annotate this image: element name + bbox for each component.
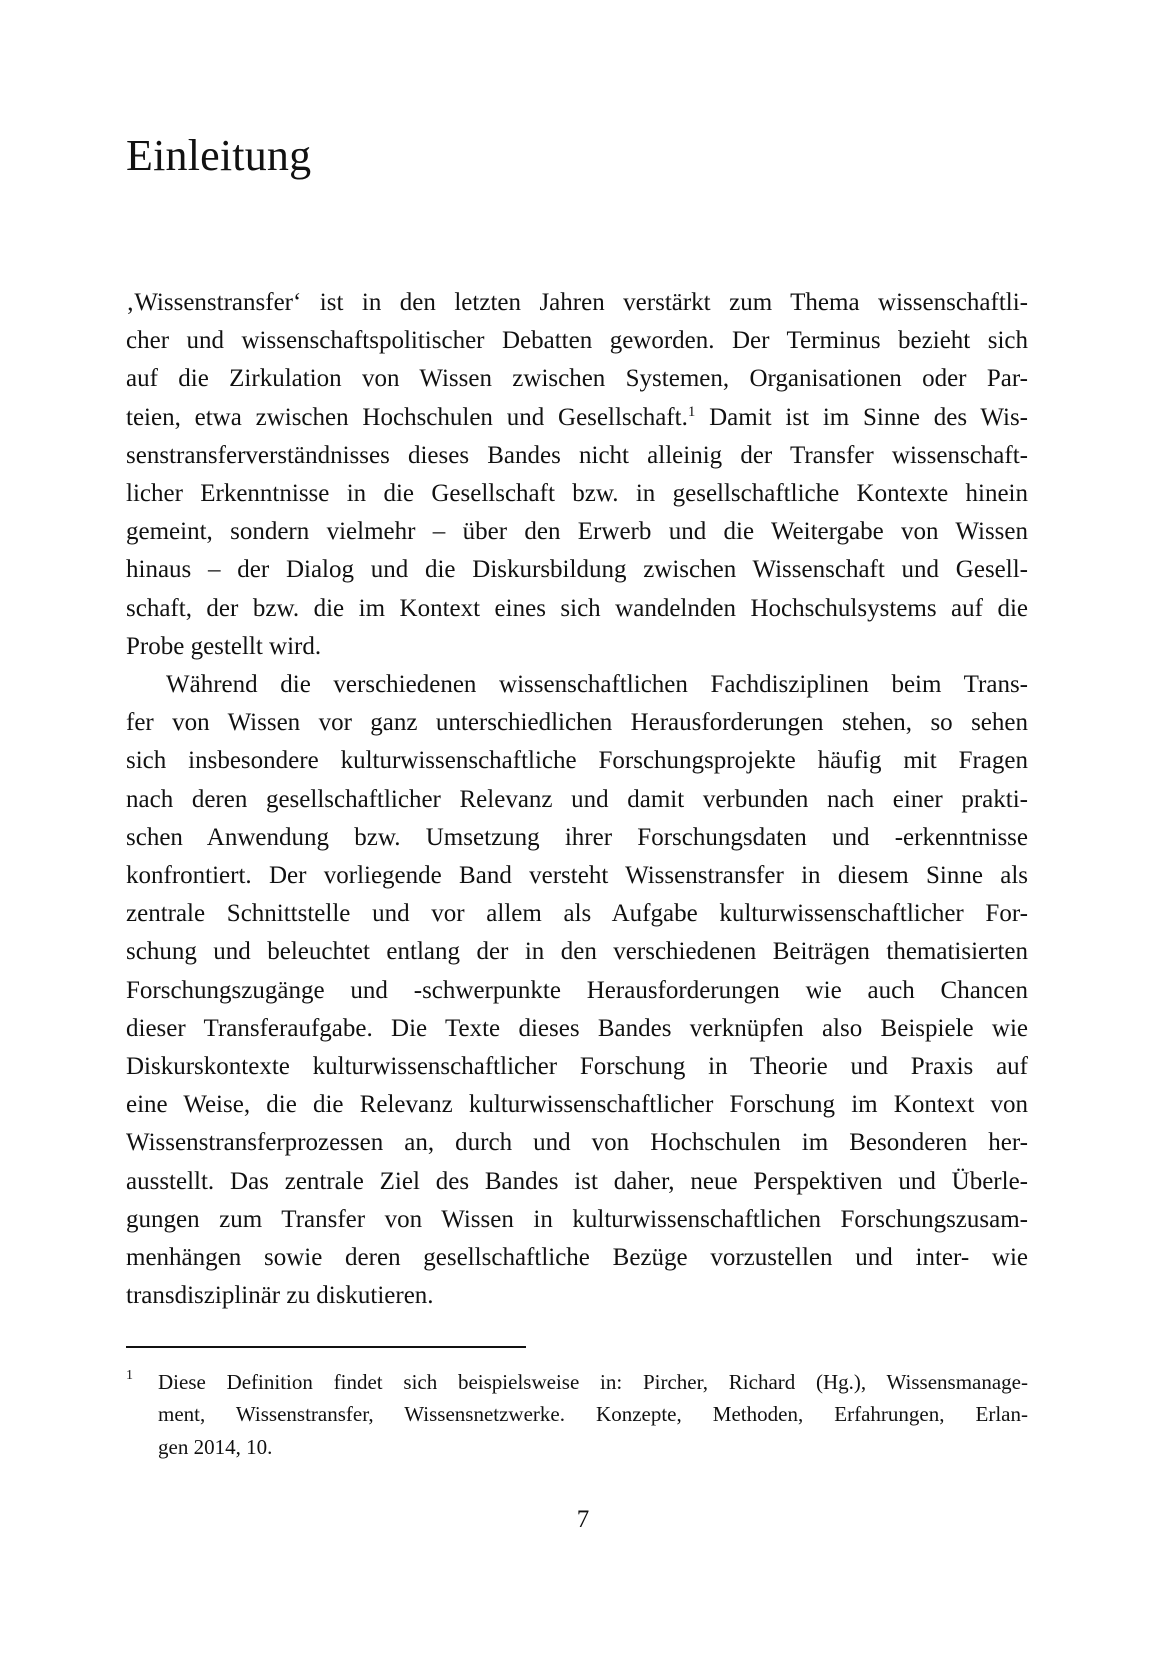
text-line: schung und beleuchtet entlang der in den verschiedenen Beiträgen thematisierten <box>126 938 1028 966</box>
text-line: cher und wissenschaftspolitischer Debatten geworden. Der Terminus bezieht sich <box>126 327 1028 355</box>
text-line: Probe gestellt wird. <box>126 632 322 660</box>
text-line: menhängen sowie deren gesellschaftliche Bezüge vorzustellen und inter- wie <box>126 1244 1028 1272</box>
text-line: auf die Zirkulation von Wissen zwischen Systemen, Organisationen oder Par- <box>126 365 1028 393</box>
text-line: fer von Wissen vor ganz unterschiedlichen Herausforderungen stehen, so sehen <box>126 709 1028 737</box>
text-segment: Damit ist im Sinne des Wis- <box>709 403 1028 431</box>
text-line: eine Weise, die die Relevanz kulturwissenschaftlicher Forschung im Kontext von <box>126 1091 1028 1119</box>
text-line: Diskurskontexte kulturwissenschaftlicher Forschung in Theorie und Praxis auf <box>126 1053 1028 1081</box>
text-line: dieser Transferaufgabe. Die Texte dieses Bandes verknüpfen also Beispiele wie <box>126 1014 1028 1042</box>
footnote-divider <box>126 1346 526 1348</box>
text-line: gemeint, sondern vielmehr – über den Erwerb und die Weitergabe von Wissen <box>126 518 1028 546</box>
text-line: nach deren gesellschaftlicher Relevanz und damit verbunden nach einer prakti- <box>126 785 1028 813</box>
text-line: sich insbesondere kulturwissenschaftliche Forschungsprojekte häufig mit Fragen <box>126 747 1028 775</box>
paragraph-1 <box>126 284 1028 666</box>
footnote-reference[interactable]: 1 <box>687 403 696 420</box>
text-line: licher Erkenntnisse in die Gesellschaft bzw. in gesellschaftliche Kontexte hinein <box>126 480 1028 508</box>
footnote-line: ment, Wissenstransfer, Wissensnetzwerke. Konzepte, Methoden, Erfahrungen, Erlan- <box>158 1402 1028 1427</box>
text-line: konfrontiert. Der vorliegende Band versteht Wissenstransfer in diesem Sinne als <box>126 862 1028 890</box>
paragraph-2 <box>126 666 1028 1315</box>
text-line: Forschungszugänge und -schwerpunkte Herausforderungen wie auch Chancen <box>126 976 1028 1004</box>
body-text <box>126 284 1028 1315</box>
footnote-text <box>158 1366 1028 1463</box>
text-line: zentrale Schnittstelle und vor allem als Aufgabe kulturwissenschaftlicher For- <box>126 900 1028 928</box>
text-line: schen Anwendung bzw. Umsetzung ihrer Forschungsdaten und -erkenntnisse <box>126 823 1028 851</box>
text-line: gungen zum Transfer von Wissen in kulturwissenschaftlichen Forschungszusam- <box>126 1205 1028 1233</box>
chapter-title: Einleitung <box>126 131 312 180</box>
text-segment: teien, etwa zwischen Hochschulen und Gesellschaft. <box>126 403 688 431</box>
text-line: Während die verschiedenen wissenschaftlichen Fachdisziplinen beim Trans- <box>166 671 1028 699</box>
text-line: hinaus – der Dialog und die Diskursbildung zwischen Wissenschaft und Gesell- <box>126 556 1028 584</box>
text-line-with-footnote <box>126 399 1028 437</box>
text-line: ausstellt. Das zentrale Ziel des Bandes ist daher, neue Perspektiven und Überle- <box>126 1167 1028 1195</box>
page-number: 7 <box>576 1506 590 1533</box>
footnote <box>126 1366 1028 1463</box>
text-line: Wissenstransferprozessen an, durch und von Hochschulen im Besonderen her- <box>126 1129 1028 1157</box>
footnote-line: gen 2014, 10. <box>158 1434 273 1459</box>
text-line: senstransferverständnisses dieses Bandes nicht alleinig der Transfer wissenschaft- <box>126 441 1028 469</box>
text-line: schaft, der bzw. die im Kontext eines sich wandelnden Hochschulsystems auf die <box>126 594 1028 622</box>
text-line: transdisziplinär zu diskutieren. <box>126 1282 434 1310</box>
text-line: ‚Wissenstransfer‘ ist in den letzten Jahren verstärkt zum Thema wissenschaftli- <box>126 289 1028 316</box>
footnote-number: 1 <box>126 1368 133 1383</box>
footnote-line: Diese Definition findet sich beispielsweise in: Pircher, Richard (Hg.), Wissensmanage- <box>158 1370 1028 1394</box>
